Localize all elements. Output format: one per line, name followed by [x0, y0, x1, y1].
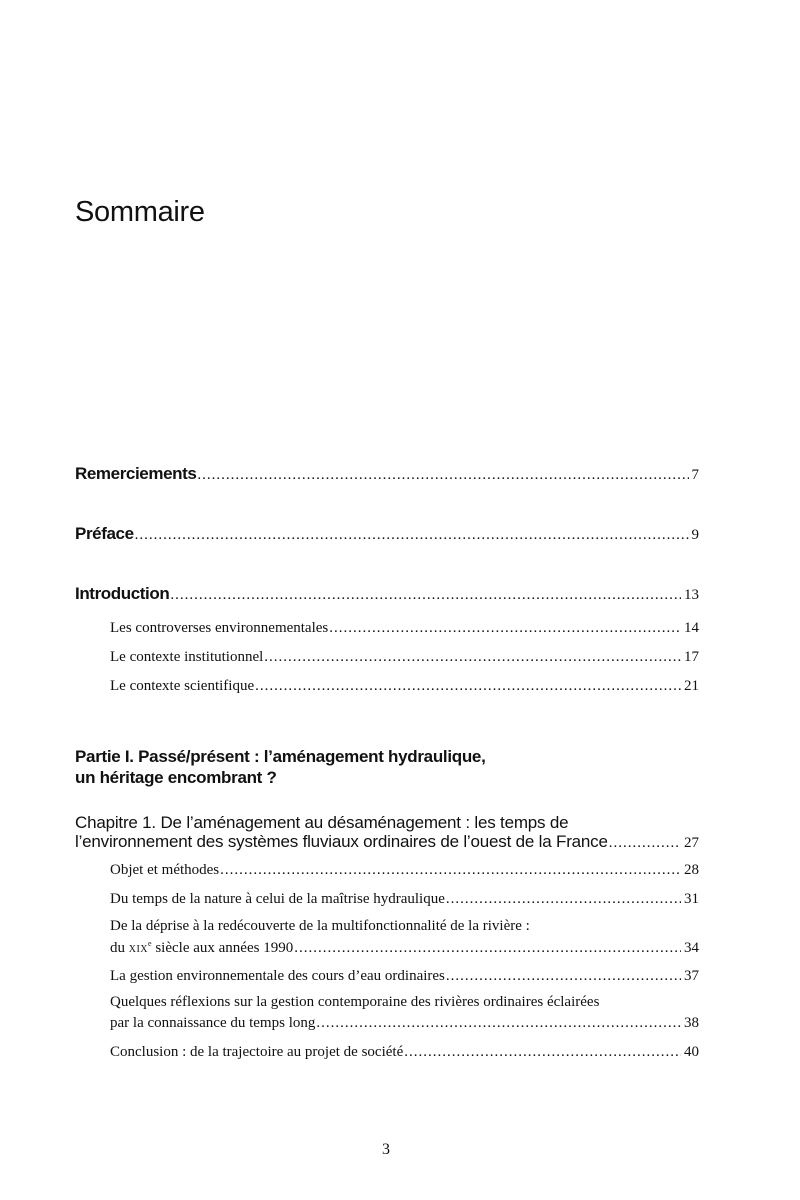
toc-entry-introduction[interactable] [75, 584, 699, 604]
dot-leader [264, 649, 681, 666]
toc-page-number: 14 [684, 620, 699, 636]
dot-leader [446, 891, 681, 908]
label-suffix: siècle aux années 1990 [155, 940, 294, 956]
toc-page-number: 21 [684, 678, 699, 694]
toc-entry-label: par la connaissance du temps long [110, 1015, 316, 1031]
toc-entry-label: Du temps de la nature à celui de la maîtrise hydraulique [110, 891, 445, 907]
toc-entry-remerciements[interactable] [75, 464, 699, 484]
page-number: 3 [382, 1141, 390, 1158]
toc-entry-contexte-scientifique[interactable] [110, 678, 699, 695]
toc-page-number: 13 [684, 587, 699, 603]
dot-leader [446, 968, 681, 985]
toc-entry-label: Préface [75, 524, 134, 543]
toc-entry-label: La gestion environnementale des cours d’eau ordinaires [110, 968, 445, 984]
dot-leader [609, 835, 681, 852]
toc-entry-deprise[interactable] [110, 939, 699, 957]
toc-page-number: 38 [684, 1015, 699, 1031]
dot-leader [294, 940, 681, 957]
chapter-title-line1: Chapitre 1. De l’aménagement au désaménagement : les temps de [75, 813, 569, 832]
label-prefix: du [110, 940, 125, 956]
toc-entry-objet-methodes[interactable] [110, 862, 699, 879]
toc-entry-reflexions[interactable] [110, 1015, 699, 1032]
dot-leader [220, 862, 681, 879]
toc-entry-contexte-institutionnel[interactable] [110, 649, 699, 666]
toc-entry-label: Objet et méthodes [110, 862, 220, 878]
toc-page-number: 28 [684, 862, 699, 878]
toc-page-number: 40 [684, 1044, 699, 1060]
dot-leader [316, 1015, 681, 1032]
toc-page-number: 17 [684, 649, 699, 665]
dot-leader [135, 527, 689, 544]
part-title-line2: un héritage encombrant ? [75, 768, 277, 787]
century-numeral: XIX [128, 944, 149, 955]
toc-page-number: 7 [691, 467, 699, 483]
toc-entry-controverses[interactable] [110, 620, 699, 637]
toc-page-number: 37 [684, 968, 699, 984]
toc-entry-preface[interactable] [75, 524, 699, 544]
toc-entry-label: Remerciements [75, 464, 197, 483]
toc-page-number: 34 [684, 940, 699, 956]
page-title: Sommaire [75, 196, 205, 228]
dot-leader [197, 467, 688, 484]
dot-leader [329, 620, 681, 637]
toc-entry-label: Introduction [75, 584, 170, 603]
dot-leader [170, 587, 681, 604]
part-title-line1: Partie I. Passé/présent : l’aménagement hydraulique, [75, 747, 486, 766]
dot-leader [404, 1044, 681, 1061]
toc-entry-gestion-environnementale[interactable] [110, 968, 699, 985]
toc-entry-label [110, 939, 293, 957]
toc-page-number: 9 [691, 527, 699, 543]
toc-entry-temps-nature[interactable] [110, 891, 699, 908]
toc-entry-conclusion[interactable] [110, 1044, 699, 1061]
toc-entry-label: Conclusion : de la trajectoire au projet de société [110, 1044, 404, 1060]
toc-entry-reflexions-line1: Quelques réflexions sur la gestion contemporaine des rivières ordinaires éclairées [110, 994, 600, 1010]
toc-entry-label: Les controverses environnementales [110, 620, 329, 636]
toc-page-number: 31 [684, 891, 699, 907]
toc-page-number: 27 [684, 835, 699, 851]
dot-leader [255, 678, 681, 695]
toc-entry-label: Le contexte institutionnel [110, 649, 264, 665]
century-superscript: e [148, 939, 152, 948]
toc-entry-chapter1[interactable] [75, 832, 699, 852]
chapter-title-line2: l’environnement des systèmes fluviaux ordinaires de l’ouest de la France [75, 832, 608, 851]
toc-entry-label: Le contexte scientifique [110, 678, 255, 694]
toc-entry-deprise-line1: De la déprise à la redécouverte de la multifonctionnalité de la rivière : [110, 918, 530, 934]
